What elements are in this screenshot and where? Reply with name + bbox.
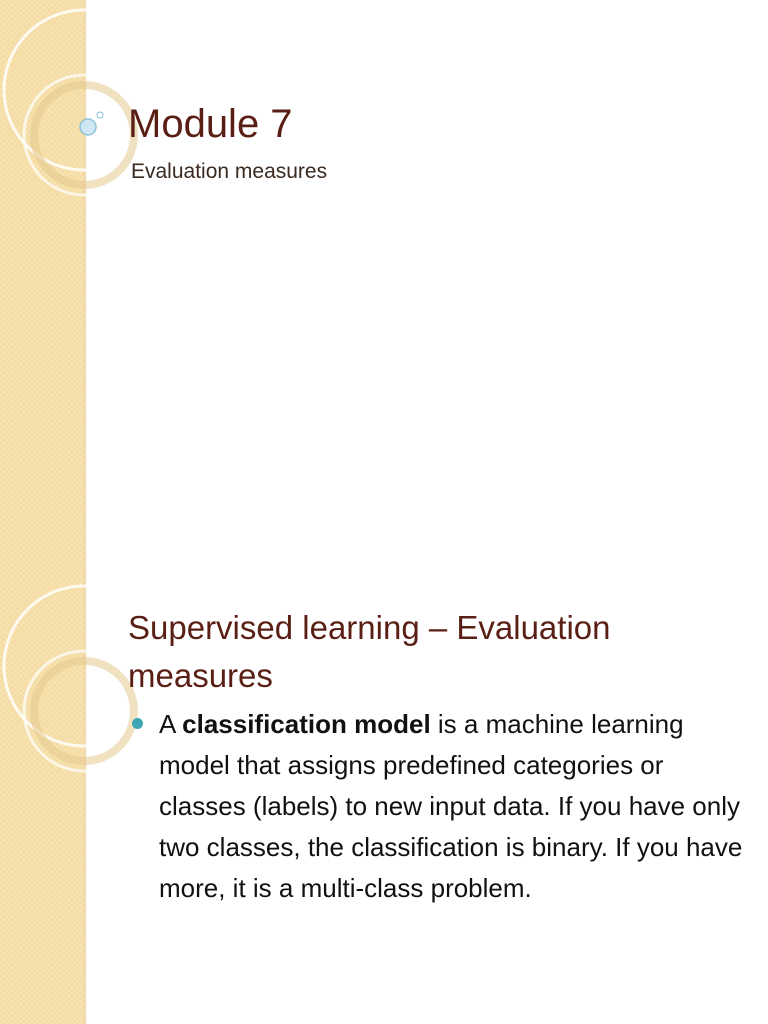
- slide-subtitle: Evaluation measures: [131, 160, 328, 183]
- bullet-dot-icon: [132, 718, 143, 729]
- bullet-text-suffix: is a machine learning model that assigns predefined categories or classes (labels) to new input data. If you have only two classes, the classification is binary. If you have more, it is a multi-class problem.: [159, 709, 743, 903]
- bullet-item: [130, 704, 750, 909]
- slide-title-text: Module 7: [128, 102, 293, 146]
- bubble-icon: [80, 119, 96, 135]
- decorative-rings: [0, 0, 140, 220]
- slide-heading: Supervised learning – Evaluation measures: [128, 609, 611, 694]
- bullet-text-prefix: A: [159, 709, 183, 739]
- bullet-text-bold: classification model: [182, 709, 431, 739]
- bullet-list: [130, 704, 750, 909]
- decorative-rings: [0, 576, 140, 796]
- slide-content: [0, 576, 768, 1024]
- bubble-small-icon: [97, 112, 103, 118]
